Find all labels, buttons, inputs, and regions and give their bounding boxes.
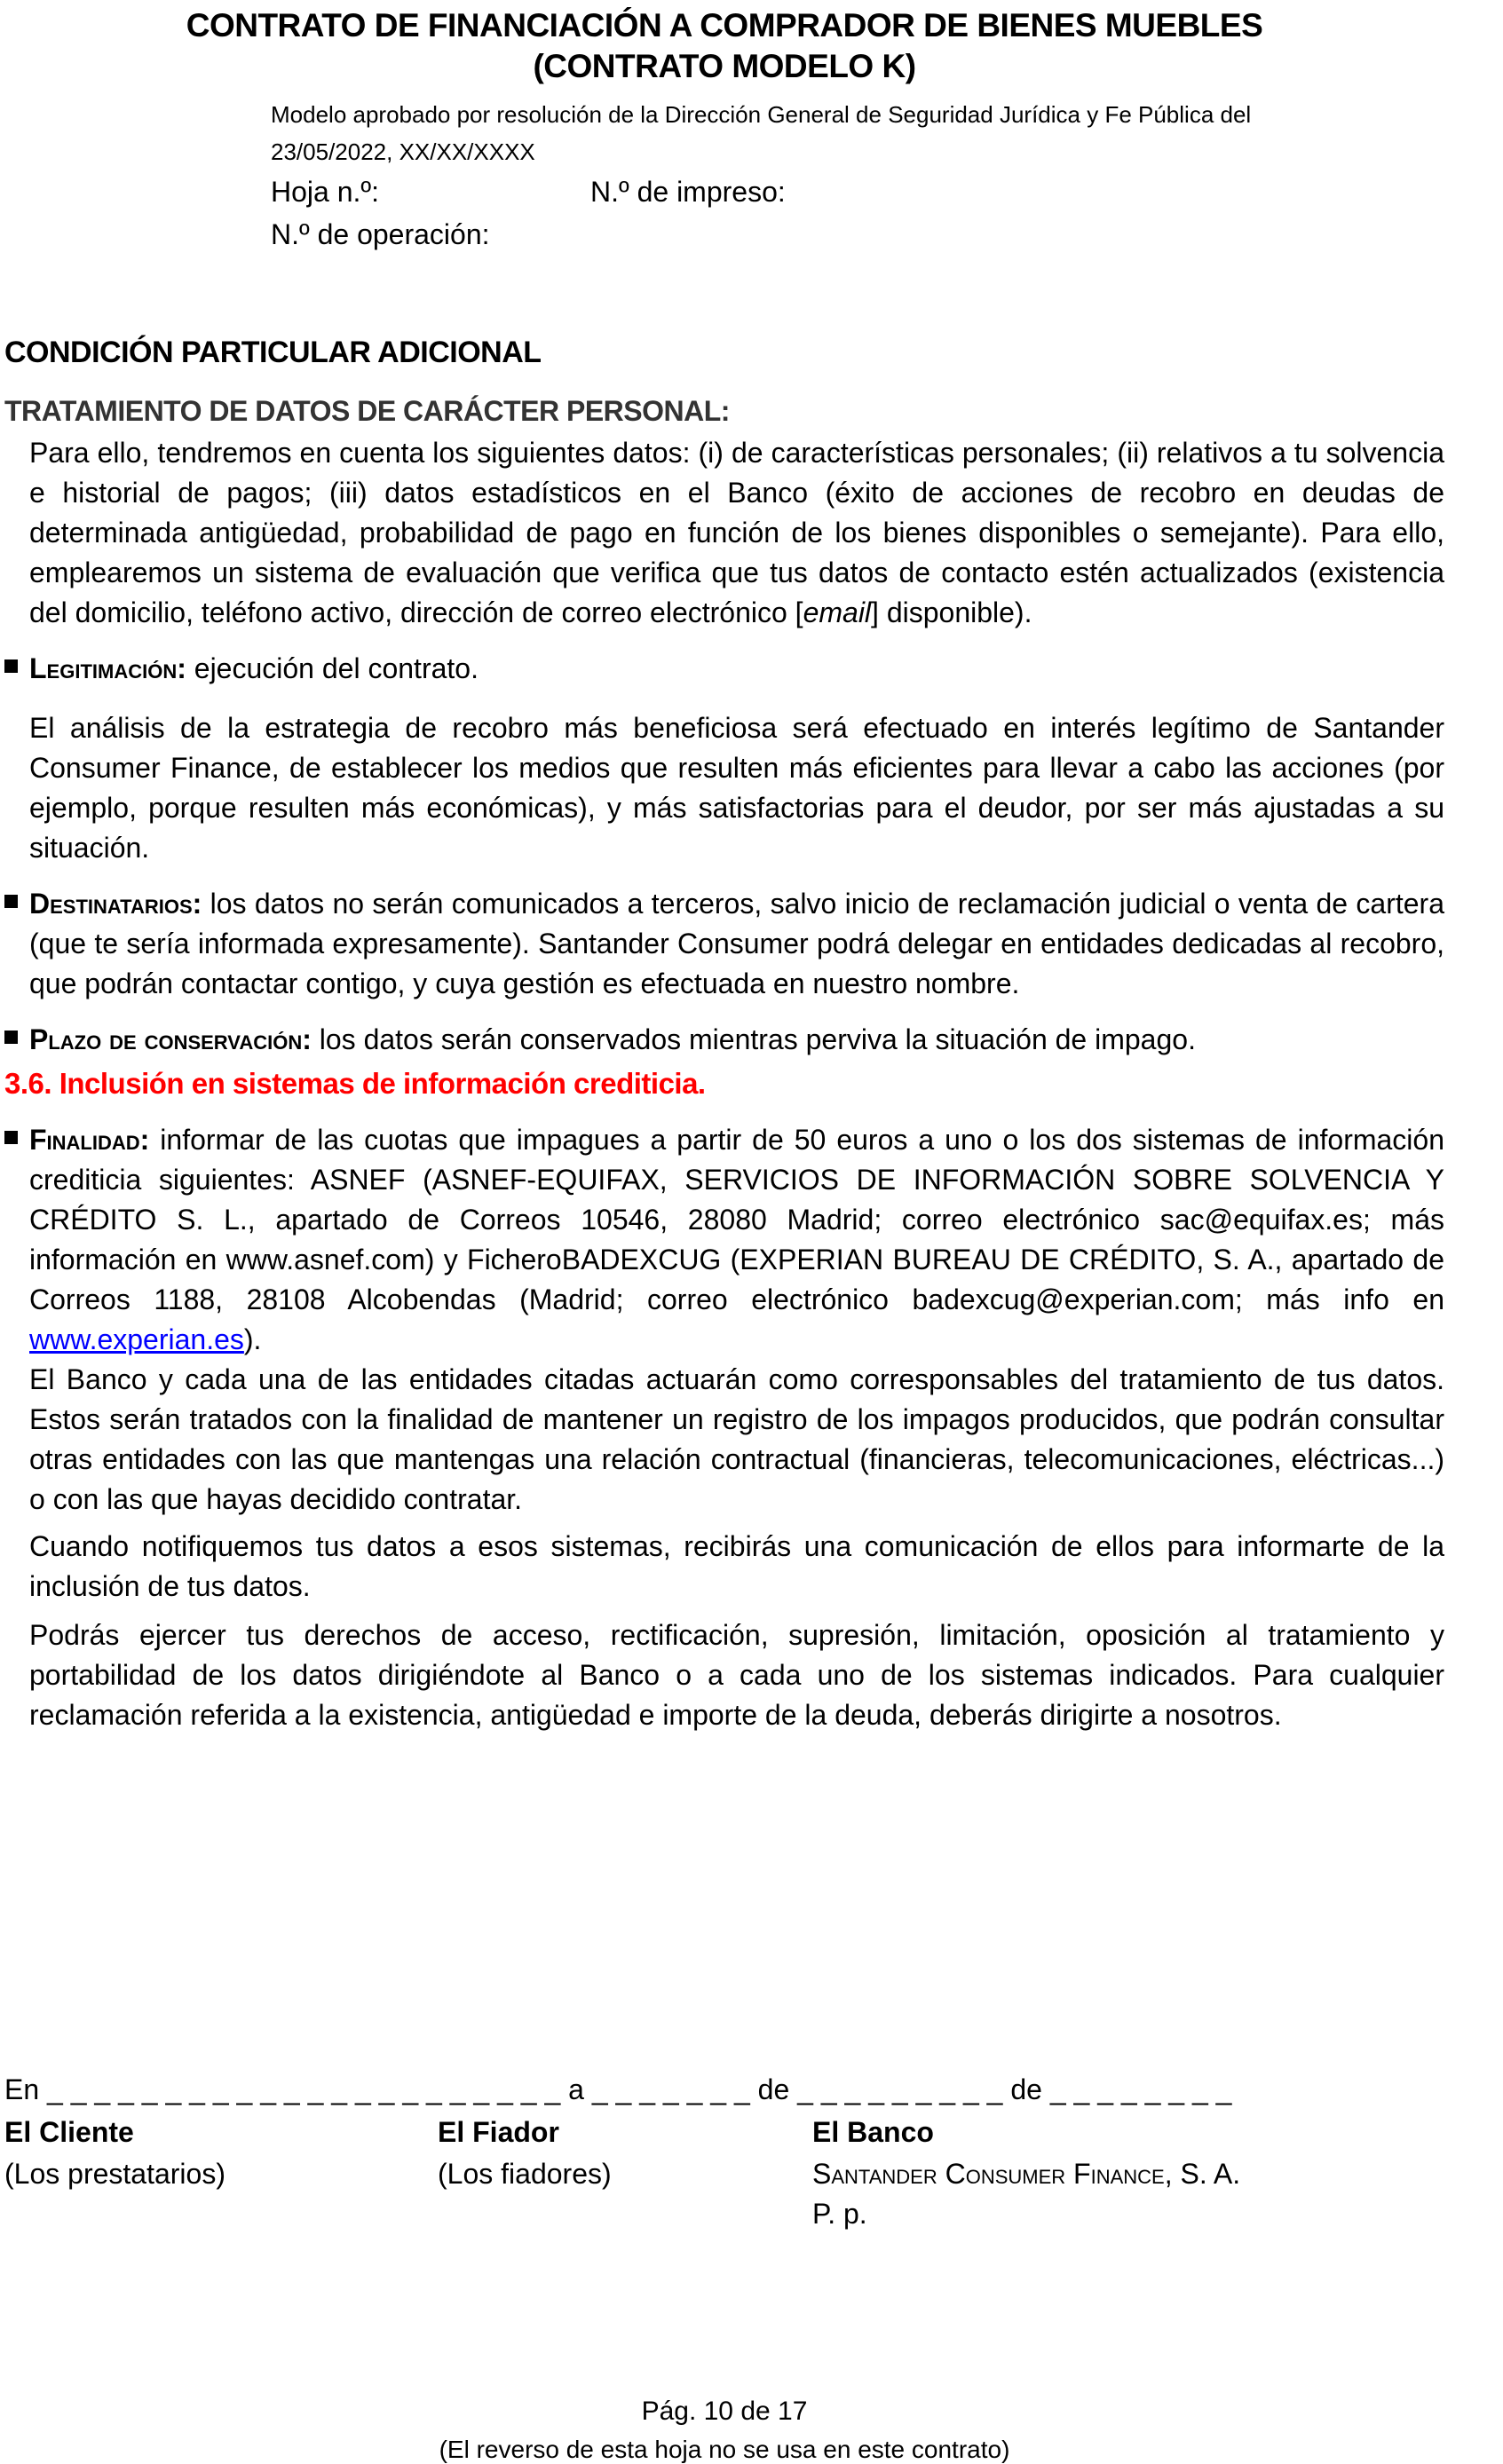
signature-bank-column (812, 2111, 1444, 2233)
document-body (4, 332, 1444, 1735)
paragraph-derechos: Podrás ejercer tus derechos de acceso, rectificación, supresión, limitación, oposición al tratamiento y portabilidad de los datos dirigiéndote al Banco o a cada uno de los sistemas indicados. Para cualquier reclamación referida a la existencia, antigüedad e importe de la deuda, deberás dirigirte a nosotros. (29, 1619, 1444, 1731)
paragraph-corresponsables: El Banco y cada una de las entidades citadas actuarán como corresponsables del tratamiento de tus datos. Estos serán tratados con la finalidad de mantener un registro de los impagos producidos, que podrán consultar otras entidades con las que mantengas una relación contractual (financieras, telecomunicaciones, eléctricas...) o con las que hayas decidido contratar. (29, 1363, 1444, 1515)
signature-guarantor-column (438, 2111, 812, 2233)
bullet-legitimacion-text: ejecución del contrato. (186, 652, 479, 684)
bullet-plazo-label: Plazo de conservación: (29, 1023, 312, 1055)
bullet-plazo-conservacion (4, 1020, 1444, 1060)
paragraph-notificacion: Cuando notifiquemos tus datos a esos sistemas, recibirás una comunicación de ellos para informarte de la inclusión de tus datos. (29, 1530, 1444, 1602)
signature-columns (4, 2111, 1444, 2233)
document-title-line2: (CONTRATO MODELO K) (533, 48, 916, 84)
signature-bank-title: El Banco (812, 2116, 934, 2148)
signature-client-title: El Cliente (4, 2116, 134, 2148)
document-header (4, 5, 1444, 256)
paragraph-datos-text: Para ello, tendremos en cuenta los siguientes datos: (i) de características personales; (ii) relativos a tu solvencia e historial de pagos; (iii) datos estadísticos en el Banco (éxito de acciones de recobro en deudas de determinada antigüedad, probabilidad de pago en función de los bienes disponibles o semejante). Para ello, emplearemos un sistema de evaluación que verifica que tus datos de contacto estén actualizados (existencia del domicilio, teléfono activo, dirección de correo electrónico [ (29, 437, 1444, 628)
bullet-legitimacion-label: Legitimación: (29, 652, 186, 684)
clause-heading-3-6: 3.6. Inclusión en sistemas de información crediticia. (4, 1067, 706, 1100)
bullet-square-icon (4, 1031, 18, 1044)
bullet-destinatarios-label: Destinatarios: (29, 888, 202, 920)
bullet-finalidad-text: informar de las cuotas que impagues a partir de 50 euros a uno o los dos sistemas de información crediticia siguientes: ASNEF (ASNEF-EQUIFAX, SERVICIOS DE INFORMACIÓN SOBRE SOLVENCIA Y CRÉDITO S. L., apartado de Correos 10546, 28080 Madrid; correo electrónico sac@equifax.es; más información en www.asnef.com) y FicheroBADEXCUG (EXPERIAN BUREAU DE CRÉDITO, S. A., apartado de Correos 1188, 28108 Alcobendas (Madrid; correo electrónico badexcug@experian.com; más info en (29, 1124, 1444, 1315)
bullet-square-icon (4, 895, 18, 908)
approval-note (271, 96, 1444, 170)
field-operacion-label: N.º de operación: (271, 218, 490, 250)
field-hoja-label: Hoja n.º: (271, 176, 379, 208)
signature-client-subtitle: (Los prestatarios) (4, 2158, 225, 2190)
bullet-destinatarios (4, 884, 1444, 1004)
approval-note-line1: Modelo aprobado por resolución de la Dirección General de Seguridad Jurídica y Fe Pública del (271, 101, 1252, 128)
signature-date-line: En _ _ _ _ _ _ _ _ _ _ _ _ _ _ _ _ _ _ _ _ _ _ a _ _ _ _ _ _ _ de _ _ _ _ _ _ _ _ _ de _ _ _ _ _ _ _ _ (4, 2073, 1232, 2105)
paragraph-analisis: El análisis de la estrategia de recobro más beneficiosa será efectuado en interés legítimo de Santander Consumer Finance, de establecer los medios que resulten más eficientes para llevar a cabo las acciones (por ejemplo, porque resulten más económicas), y más satisfactorias para el deudor, por ser más ajustadas a su situación. (29, 712, 1444, 864)
bullet-plazo-text: los datos serán conservados mientras perviva la situación de impago. (311, 1023, 1196, 1055)
header-fields-row2 (271, 213, 1444, 256)
signature-guarantor-title: El Fiador (438, 2116, 559, 2148)
page-footer (4, 2391, 1444, 2464)
bullet-legitimacion (4, 649, 1444, 689)
bullet-square-icon (4, 659, 18, 673)
signature-bank-name: Santander Consumer Finance, S. A. (812, 2158, 1241, 2190)
bullet-destinatarios-text: los datos no serán comunicados a terceros, salvo inicio de reclamación judicial o venta de cartera (que te sería informada expresamente). Santander Consumer podrá delegar en entidades dedicadas al recobro, que podrán contactar contigo, y cuya gestión es efectuada en nuestro nombre. (29, 888, 1444, 999)
signature-client-column (4, 2111, 438, 2233)
bullet-finalidad-label: Finalidad: (29, 1124, 150, 1156)
paragraph-datos-italic-email: email (803, 596, 872, 628)
document-title-line1: CONTRATO DE FINANCIACIÓN A COMPRADOR DE BIENES MUEBLES (186, 7, 1263, 43)
bullet-square-icon (4, 1131, 18, 1144)
bullet-finalidad (4, 1120, 1444, 1360)
signature-guarantor-subtitle: (Los fiadores) (438, 2158, 612, 2190)
approval-note-line2: 23/05/2022, XX/XX/XXXX (271, 138, 535, 165)
experian-link[interactable]: www.experian.es (29, 1323, 244, 1355)
signature-bank-pp: P. p. (812, 2198, 867, 2230)
paragraph-datos (29, 433, 1444, 633)
page-number: Pág. 10 de 17 (641, 2397, 808, 2426)
header-fields-row1 (271, 170, 1444, 213)
section-heading-condicion: CONDICIÓN PARTICULAR ADICIONAL (4, 336, 542, 369)
footer-note: (El reverso de esta hoja no se usa en este contrato) (439, 2436, 1010, 2463)
signature-block (4, 2068, 1444, 2233)
bullet-finalidad-text-end: ). (243, 1323, 262, 1355)
subsection-heading-tratamiento: TRATAMIENTO DE DATOS DE CARÁCTER PERSONAL: (4, 395, 730, 427)
paragraph-datos-text-end: ] disponible). (871, 596, 1032, 628)
field-impreso-label: N.º de impreso: (590, 176, 786, 208)
